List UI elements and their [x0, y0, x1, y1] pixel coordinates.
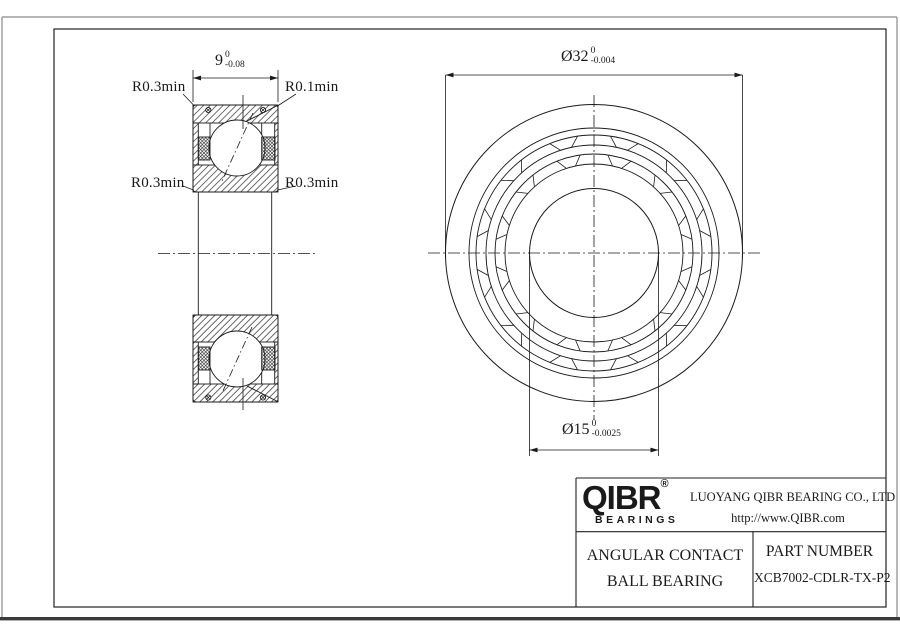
radius-label-top-left: R0.3min [132, 79, 186, 95]
od-dimension-text [561, 46, 616, 67]
ball-bottom [209, 331, 265, 387]
product-name [577, 543, 753, 595]
cross-section-top-half [193, 95, 278, 192]
logo-subtext: BEARINGS [595, 514, 679, 526]
part-number-value: XCB7002-CDLR-TX-P2 [754, 570, 891, 585]
company-logo [582, 478, 679, 526]
part-cell [754, 543, 891, 586]
radius-label-mid-right: R0.3min [285, 175, 339, 191]
od-value: Ø32 [561, 48, 589, 65]
seal-left-bottom [198, 347, 210, 370]
bore-value: Ø15 [562, 421, 590, 438]
od-tol-lower: -0.004 [590, 55, 616, 66]
product-line1: ANGULAR CONTACT [586, 547, 744, 564]
seal-left-top [198, 137, 210, 160]
bore-dimension-text [562, 419, 621, 440]
company-website: http://www.QIBR.com [731, 511, 845, 525]
cross-section-view [158, 95, 318, 410]
registered-mark-icon: ® [660, 478, 669, 490]
width-tol-upper: 0 [225, 50, 230, 60]
width-tol-lower: -0.08 [225, 59, 245, 70]
part-number-label: PART NUMBER [765, 543, 874, 560]
company-name: LUOYANG QIBR BEARING CO., LTD [690, 490, 896, 504]
sheet-borders [2, 17, 897, 619]
width-dimension-text [215, 50, 245, 71]
sheet-bottom-bar [0, 617, 900, 620]
seal-right-top [262, 137, 275, 160]
od-tol-upper: 0 [590, 46, 596, 56]
radius-label-mid-left: R0.3min [131, 175, 185, 191]
cross-section-bottom-half [193, 315, 278, 410]
logo-text: QIBR [582, 479, 661, 516]
bore-tol-lower: -0.0025 [591, 428, 621, 439]
seal-right-bottom [262, 347, 275, 370]
width-value: 9 [215, 52, 223, 69]
bore-tol-upper: 0 [591, 419, 597, 429]
front-view [428, 95, 762, 420]
dimension-width [193, 70, 278, 102]
product-line2: BALL BEARING [606, 573, 724, 590]
radius-label-top-right: R0.1min [285, 79, 339, 95]
